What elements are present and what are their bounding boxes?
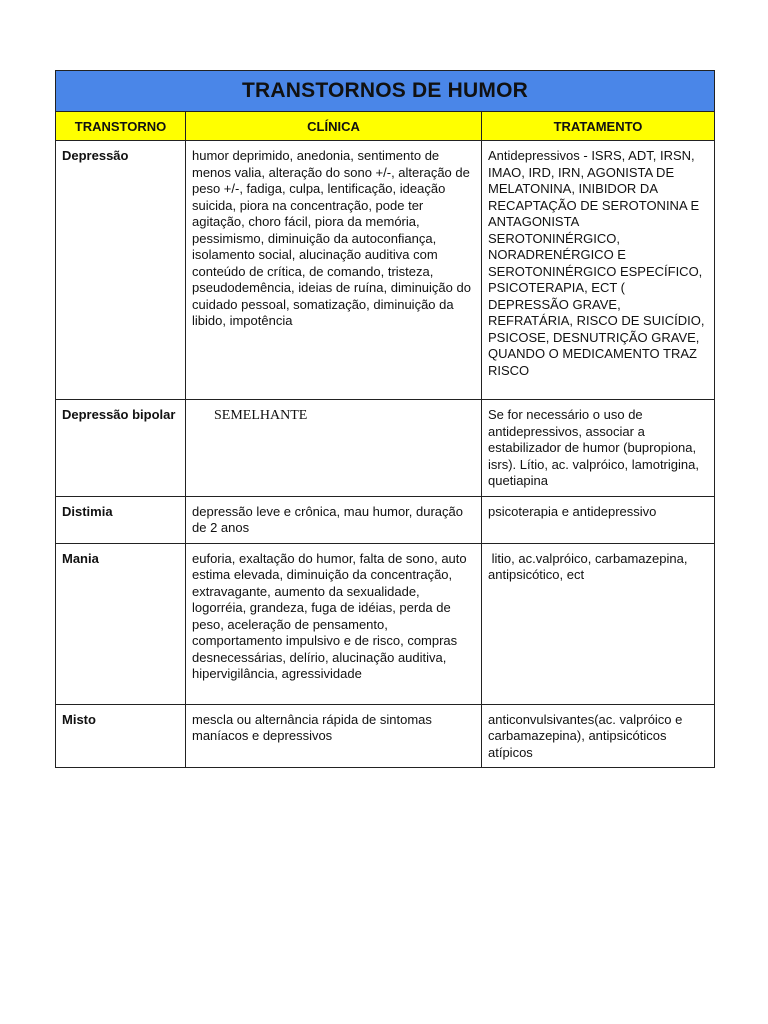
row-clinica: mescla ou alternância rápida de sintomas maníacos e depressivos xyxy=(186,704,482,768)
table-row xyxy=(56,704,715,768)
table-title: TRANSTORNOS DE HUMOR xyxy=(56,71,715,112)
row-clinica: euforia, exaltação do humor, falta de sono, auto estima elevada, diminuição da concentração, extravagante, aumento da sexualidade, logorréia, grandeza, fuga de idéias, perda de peso, aceleração de pensamento, comportamento impulsivo e de risco, compras desnecessárias, delírio, alucinação auditiva, hipervigilância, agressividade xyxy=(186,543,482,704)
header-tratamento: TRATAMENTO xyxy=(482,112,715,141)
row-name: Misto xyxy=(56,704,186,768)
row-tratamento: anticonvulsivantes(ac. valpróico e carbamazepina), antipsicóticos atípicos xyxy=(482,704,715,768)
row-name: Depressão xyxy=(56,141,186,400)
mood-disorders-table xyxy=(55,70,715,768)
row-clinica: depressão leve e crônica, mau humor, duração de 2 anos xyxy=(186,496,482,543)
table-row xyxy=(56,400,715,497)
table-row xyxy=(56,141,715,400)
row-name: Distimia xyxy=(56,496,186,543)
row-clinica: humor deprimido, anedonia, sentimento de menos valia, alteração do sono +/-, alteração de peso +/-, fadiga, culpa, lentificação, ideação suicida, piora na concentração, pode ter agitação, choro fácil, piora da memória, pessimismo, diminuição da autoconfiança, isolamento social, alucinação auditiva com conteúdo de crítica, de comando, tristeza, pseudodemência, ideias de ruína, diminuição do cuidado pessoal, somatização, diminuição da libido, impotência xyxy=(186,141,482,400)
row-tratamento: Se for necessário o uso de antidepressivos, associar a estabilizador de humor (bupropiona, isrs). Lítio, ac. valpróico, lamotrigina, quetiapina xyxy=(482,400,715,497)
table-row xyxy=(56,496,715,543)
row-name: Mania xyxy=(56,543,186,704)
row-tratamento: psicoterapia e antidepressivo xyxy=(482,496,715,543)
row-tratamento: litio, ac.valpróico, carbamazepina, antipsicótico, ect xyxy=(482,543,715,704)
row-clinica xyxy=(186,400,482,497)
header-transtorno: TRANSTORNO xyxy=(56,112,186,141)
header-clinica: CLÍNICA xyxy=(186,112,482,141)
row-tratamento: Antidepressivos - ISRS, ADT, IRSN, IMAO, IRD, IRN, AGONISTA DE MELATONINA, INIBIDOR DA RECAPTAÇÃO DE SEROTONINA E ANTAGONISTA SEROTONINÉRGICO, NORADRENÉRGICO E SEROTONINÉRGICO ESPECÍFICO, PSICOTERAPIA, ECT ( DEPRESSÃO GRAVE, REFRATÁRIA, RISCO DE SUICÍDIO, PSICOSE, DESNUTRIÇÃO GRAVE, QUANDO O MEDICAMENTO TRAZ RISCO xyxy=(482,141,715,400)
title-row xyxy=(56,71,715,112)
row-clinica-text: SEMELHANTE xyxy=(214,408,308,423)
row-name: Depressão bipolar xyxy=(56,400,186,497)
header-row xyxy=(56,112,715,141)
table-row xyxy=(56,543,715,704)
